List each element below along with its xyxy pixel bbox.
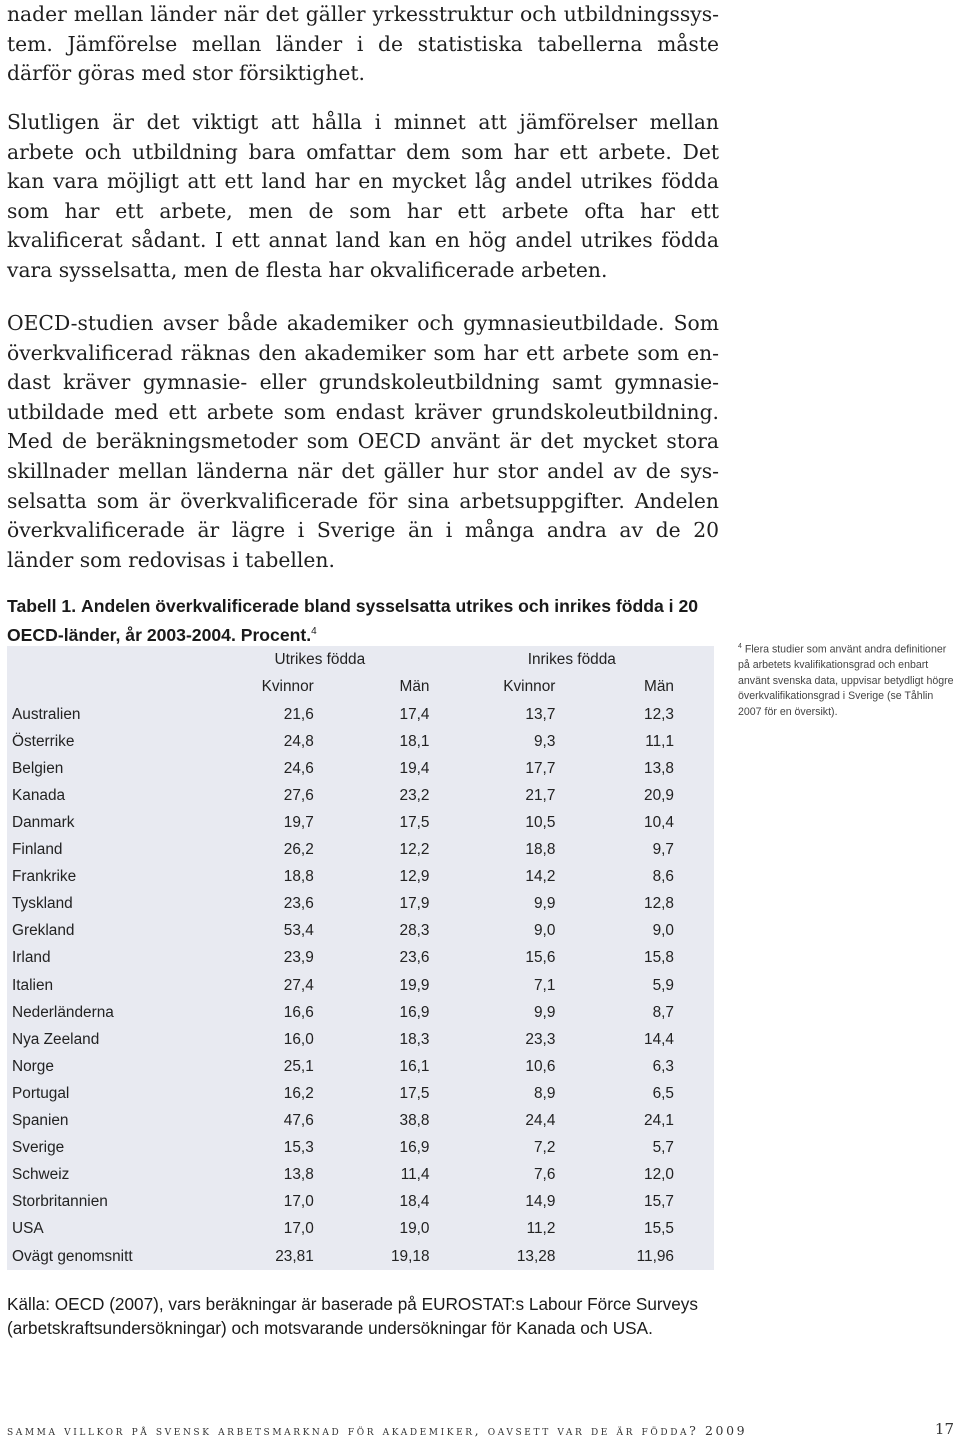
table-row [7,1053,714,1080]
value-cell: 21,7 [525,786,556,804]
table-row [7,701,714,728]
value-cell: 53,4 [283,922,314,940]
country-cell: Tyskland [12,895,73,913]
country-cell: Nya Zeeland [12,1030,100,1048]
country-cell: Schweiz [12,1166,70,1184]
value-cell: 17,0 [283,1193,314,1211]
country-cell: USA [12,1220,44,1238]
value-cell: 12,0 [644,1166,674,1184]
value-cell: 19,9 [399,976,430,994]
value-cell: 12,2 [399,841,430,859]
value-cell: 19,7 [283,814,314,832]
table-row [7,728,714,755]
value-cell: 8,7 [652,1003,674,1021]
value-cell: 16,9 [399,1003,430,1021]
value-cell: 17,4 [399,705,430,723]
table-row [7,1216,714,1243]
value-cell: 9,3 [533,732,556,750]
value-cell: 19,18 [390,1247,430,1265]
value-cell: 5,9 [652,976,674,994]
value-cell: 13,8 [644,759,674,777]
value-cell: 16,1 [399,1057,430,1075]
value-cell: 13,7 [525,705,556,723]
value-cell: 25,1 [283,1057,314,1075]
value-cell: 27,6 [283,786,314,804]
group-header-inrikes: Inrikes födda [527,650,616,668]
page-number: 17 [934,1420,954,1438]
corner-cell [7,646,204,673]
col-header-man-utrikes: Män [399,678,430,696]
table-row [7,1243,714,1270]
country-cell: Nederländerna [12,1003,114,1021]
value-cell: 10,6 [525,1057,556,1075]
value-cell: 18,4 [399,1193,430,1211]
value-cell: 15,8 [644,949,674,967]
value-cell: 15,5 [644,1220,674,1238]
value-cell: 6,5 [652,1084,674,1102]
country-cell: Portugal [12,1084,70,1102]
table-row [7,918,714,945]
table-row [7,1162,714,1189]
table-row [7,1135,714,1162]
country-cell: Frankrike [12,868,77,886]
table-row [7,999,714,1026]
table-row [7,1189,714,1216]
col-header-kvinnor-utrikes: Kvinnor [261,678,314,696]
table-row [7,809,714,836]
country-cell: Finland [12,841,63,859]
table-row [7,782,714,809]
source-note: Källa: OECD (2007), vars beräkningar är baserade på EUROSTAT:s Labour Förce Surveys (arbetskraftsundersökningar) och motsvarande undersökningar för Kanada och USA. [7,1294,698,1338]
table-row [7,891,714,918]
value-cell: 13,8 [283,1166,314,1184]
value-cell: 9,7 [652,841,674,859]
value-cell: 24,8 [283,732,314,750]
value-cell: 7,1 [533,976,556,994]
value-cell: 16,6 [283,1003,314,1021]
table-row [7,945,714,972]
table-row [7,837,714,864]
country-cell: Irland [12,949,51,967]
paragraph-text: OECD-studien avser både akademiker och gymnasieutbildade. Som överkvalificerad räknas den akademiker som har ett arbete som endast kräver gymnasie- eller grundskoleutbildning samt gymnasieutbildade med ett arbete som endast kräver grundskoleutbildning. Med de beräkningsmetoder som OECD använt är det mycket stora skillnader mellan länderna när det gäller hur stor andel av de sysselsatta som är överkvalificerade för sina arbetsuppgifter. Andelen överkvalificerade är lägre i Sverige än i många andra av de 20 länder som redovisas i tabellen. [7,311,719,572]
value-cell: 9,9 [533,1003,556,1021]
country-cell: Belgien [12,759,64,777]
value-cell: 10,5 [525,814,556,832]
value-cell: 5,7 [652,1139,674,1157]
value-cell: 18,8 [283,868,314,886]
value-cell: 24,4 [525,1112,556,1130]
value-cell: 12,9 [399,868,430,886]
value-cell: 21,6 [283,705,314,723]
value-cell: 11,1 [645,732,674,750]
country-cell: Kanada [12,786,66,804]
value-cell: 7,6 [533,1166,556,1184]
value-cell: 23,6 [399,949,430,967]
value-cell: 17,5 [399,814,430,832]
value-cell: 19,4 [399,759,430,777]
value-cell: 27,4 [283,976,314,994]
paragraph-text: Slutligen är det viktigt att hålla i minnet att jämförelser mellan arbete och utbildning bara omfattar dem som har ett arbete. Det kan vara möjligt att ett land har en mycket låg andel utrikes födda som har ett arbete, men de som har ett arbete ofta har ett kvalificerat sådant. I ett annat land kan en hög andel utrikes födda vara sysselsatta, men de flesta har okvalificerade arbeten. [7,110,719,282]
value-cell: 9,0 [533,922,556,940]
col-header-man-inrikes: Män [644,678,674,696]
country-cell: Norge [12,1057,54,1075]
value-cell: 15,7 [644,1193,674,1211]
table-row [7,972,714,999]
value-cell: 19,0 [399,1220,430,1238]
group-header-utrikes: Utrikes födda [274,650,366,668]
table-row [7,1108,714,1135]
value-cell: 15,3 [283,1139,314,1157]
value-cell: 6,3 [652,1057,674,1075]
data-table [7,646,714,1270]
paragraph-text: nader mellan länder när det gäller yrkesstruktur och utbildningssystem. Jämförelse mellan länder i de statistiska tabellerna måste därför göras med stor försiktighet. [7,2,719,86]
value-cell: 24,1 [644,1112,674,1130]
body-paragraph-2 [7,108,719,286]
value-cell: 17,7 [525,759,556,777]
value-cell: 18,3 [399,1030,430,1048]
value-cell: 14,4 [644,1030,674,1048]
table-label: Tabell 1. [7,596,77,616]
value-cell: 12,8 [644,895,674,913]
body-paragraph-1 [7,0,719,89]
value-cell: 11,4 [400,1166,430,1184]
footnote-number: 4 [738,643,742,650]
table-row [7,864,714,891]
country-cell: Sverige [12,1139,65,1157]
value-cell: 8,9 [533,1084,556,1102]
value-cell: 23,6 [283,895,314,913]
value-cell: 15,6 [525,949,556,967]
value-cell: 23,9 [283,949,314,967]
value-cell: 24,6 [283,759,314,777]
value-cell: 13,28 [516,1247,556,1265]
value-cell: 20,9 [644,786,674,804]
footnote [738,639,956,721]
value-cell: 23,81 [275,1247,314,1265]
value-cell: 23,2 [399,786,430,804]
value-cell: 16,0 [283,1030,314,1048]
table-row [7,755,714,782]
value-cell: 38,8 [399,1112,430,1130]
value-cell: 11,2 [526,1220,556,1238]
country-cell: Danmark [12,814,75,832]
country-cell: Australien [12,705,81,723]
value-cell: 16,2 [283,1084,314,1102]
col-header-kvinnor-inrikes: Kvinnor [503,678,556,696]
value-cell: 17,0 [283,1220,314,1238]
value-cell: 17,9 [399,895,430,913]
value-cell: 7,2 [533,1139,556,1157]
country-cell: Grekland [12,922,75,940]
value-cell: 14,9 [525,1193,556,1211]
value-cell: 10,4 [644,814,674,832]
value-cell: 26,2 [283,841,314,859]
footnote-reference: 4 [311,626,317,637]
value-cell: 18,1 [399,732,430,750]
value-cell: 8,6 [652,868,674,886]
value-cell: 28,3 [399,922,430,940]
value-cell: 47,6 [283,1112,314,1130]
table-row [7,1026,714,1053]
country-cell: Storbritannien [12,1193,108,1211]
table-title: Andelen överkvalificerade bland sysselsatta utrikes och inrikes födda i 20 OECD-länder, år 2003-2004. Procent. [7,596,699,645]
value-cell: 16,9 [399,1139,430,1157]
corner-cell [7,673,204,701]
table-caption [7,594,719,648]
country-cell: Spanien [12,1112,69,1130]
value-cell: 11,96 [636,1247,674,1265]
value-cell: 9,0 [652,922,674,940]
table-row [7,1080,714,1107]
country-cell: Ovägt genomsnitt [12,1247,133,1265]
value-cell: 9,9 [533,895,556,913]
value-cell: 14,2 [525,868,556,886]
footnote-text: Flera studier som använt andra definitioner på arbetets kvalifikationsgrad och enbart använt svenska data, uppvisar betydligt högre överkvalifikationsgrad i Sverige (se Tåhlin 2007 för en översikt). [738,643,954,718]
value-cell: 23,3 [525,1030,556,1048]
value-cell: 18,8 [525,841,556,859]
value-cell: 12,3 [644,705,674,723]
running-footer: samma villkor på svensk arbetsmarknad för akademiker, oavsett var de är födda? 2009 [7,1423,748,1438]
country-cell: Italien [12,976,54,994]
value-cell: 17,5 [399,1084,430,1102]
body-paragraph-3 [7,309,719,575]
country-cell: Österrike [12,732,75,750]
